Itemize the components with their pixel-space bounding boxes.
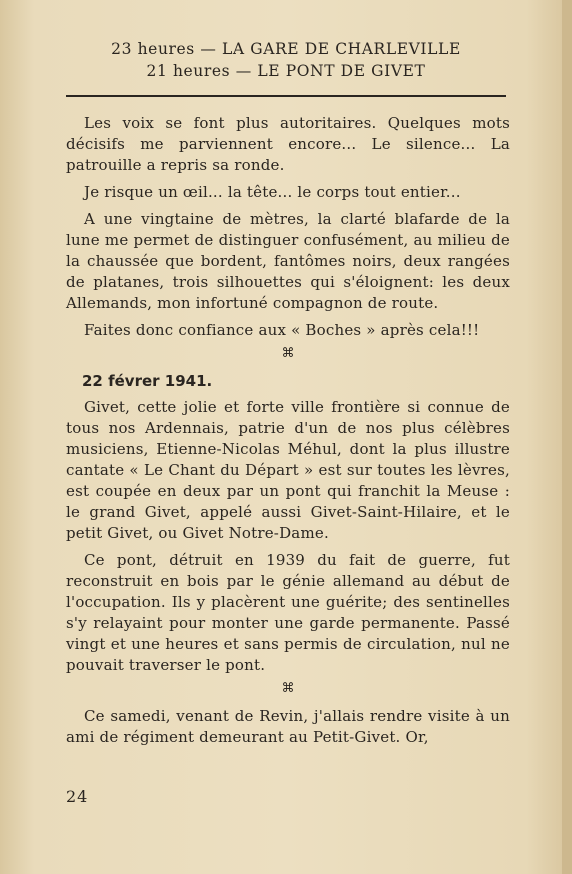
running-head-line-1: 23 heures — LA GARE DE CHARLEVILLE <box>111 40 461 58</box>
section-ornament-icon: ⌘ <box>281 346 295 361</box>
page-body <box>66 113 510 754</box>
running-head <box>0 38 572 82</box>
page-number: 24 <box>66 787 89 806</box>
header-rule <box>66 95 506 97</box>
paragraph: A une vingtaine de mètres, la clarté blafarde de la lune me permet de distinguer confusément, au milieu de la chaussée que bordent, fantômes noirs, deux rangées de platanes, trois silhouettes qui s'éloignent: les deux Allemands, mon infortuné compagnon de route. <box>66 210 510 312</box>
paragraph: Faites donc confiance aux « Boches » après cela!!! <box>84 321 480 339</box>
running-head-line-2: 21 heures — LE PONT DE GIVET <box>146 62 426 80</box>
section-ornament-icon: ⌘ <box>281 681 295 696</box>
page-edge-shadow <box>562 0 572 874</box>
paragraph: Ce pont, détruit en 1939 du fait de guerre, fut reconstruit en bois par le génie allemand au début de l'occupation. Ils y placèrent une guérite; des sentinelles s'y relayaint pour monter une garde permanente. Passé vingt et une heures et sans permis de circulation, nul ne pouvait traverser le pont. <box>66 551 510 674</box>
paragraph: Givet, cette jolie et forte ville frontière si connue de tous nos Ardennais, patrie d'un de nos plus célèbres musiciens, Etienne-Nicolas Méhul, dont la plus illustre cantate « Le Chant du Départ » est sur toutes les lèvres, est coupée en deux par un pont qui franchit la Meuse : le grand Givet, appelé aussi Givet-Saint-Hilaire, et le petit Givet, ou Givet Notre-Dame. <box>66 398 510 542</box>
paragraph: Les voix se font plus autoritaires. Quelques mots décisifs me parviennent encore... Le silence... La patrouille a repris sa ronde. <box>66 114 510 174</box>
paragraph: Je risque un œil... la tête... le corps tout entier... <box>84 183 461 201</box>
date-heading: 22 févrer 1941. <box>82 372 213 390</box>
paragraph: Ce samedi, venant de Revin, j'allais rendre visite à un ami de régiment demeurant au Petit-Givet. Or, <box>66 707 510 746</box>
